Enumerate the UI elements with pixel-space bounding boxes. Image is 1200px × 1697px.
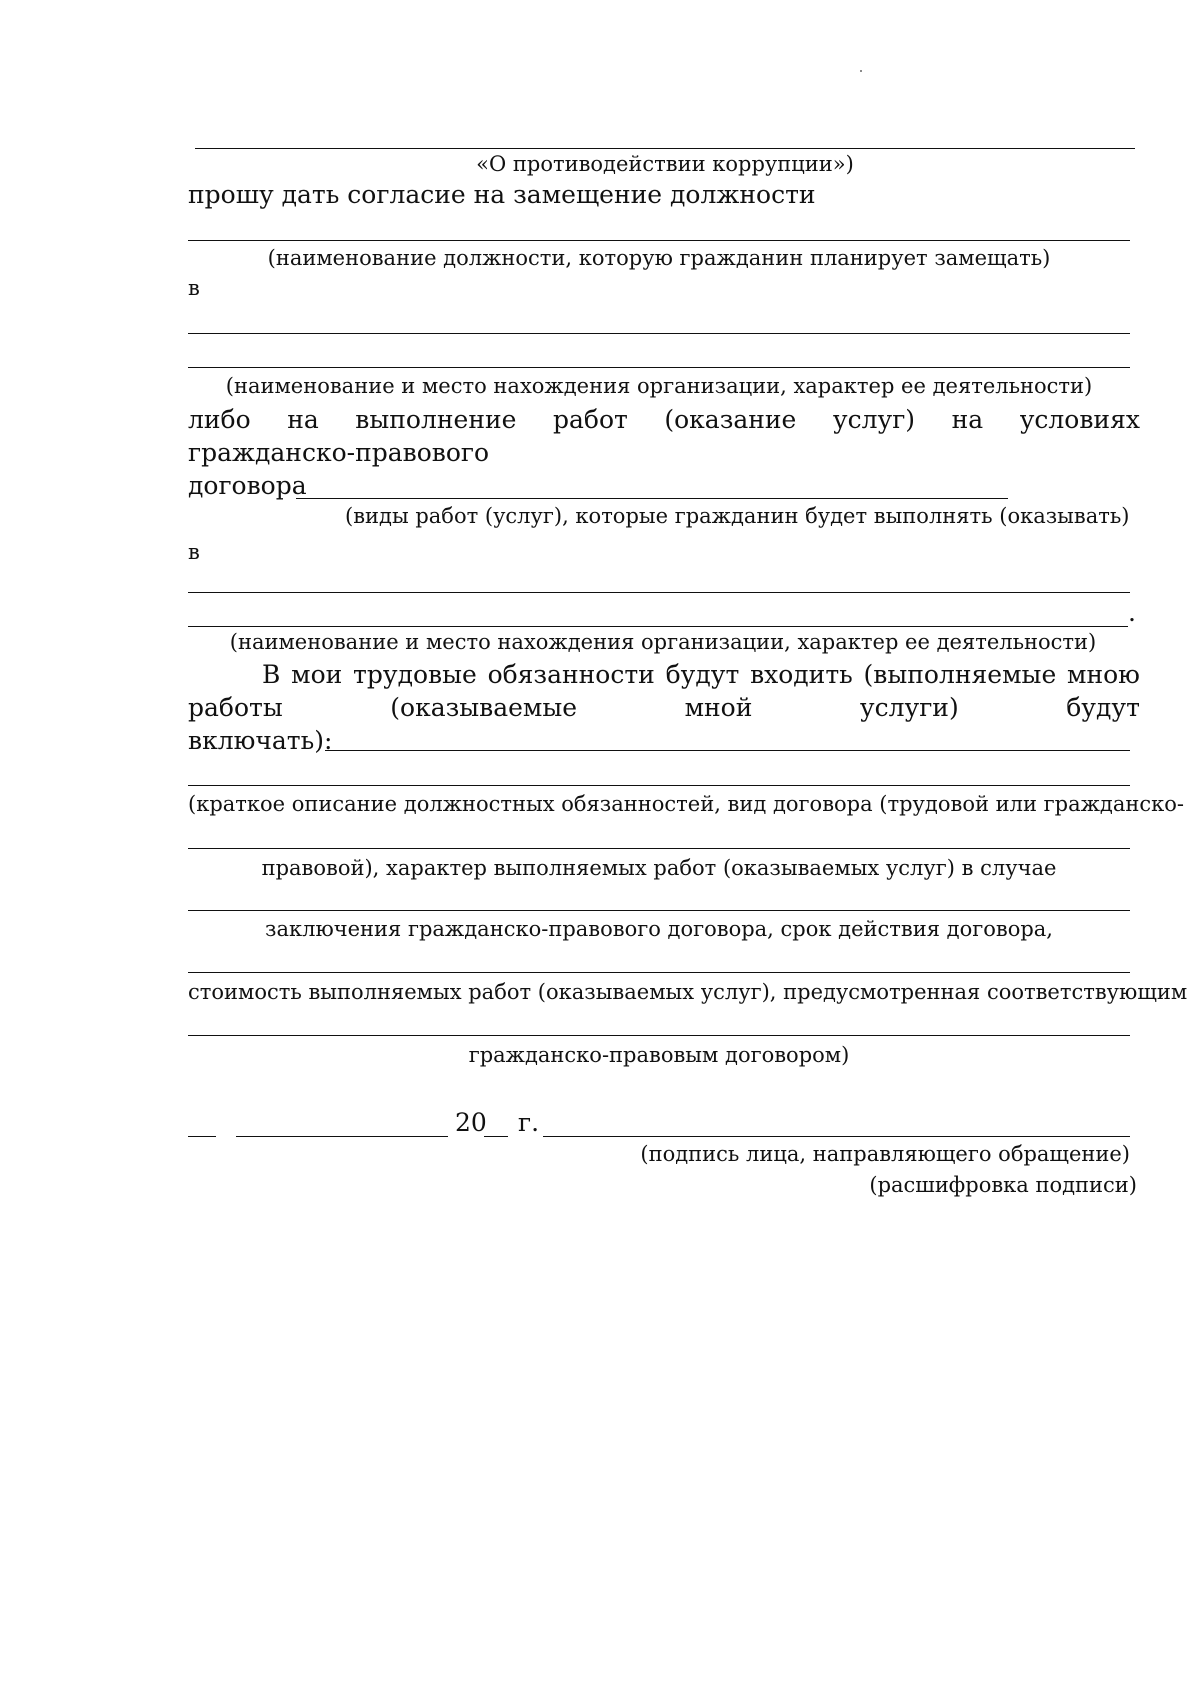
scan-speck: [860, 70, 862, 72]
decode-caption: (расшифровка подписи): [869, 1173, 1137, 1197]
contract-word: выполнение: [355, 405, 517, 434]
signature-caption: (подпись лица, направляющего обращение): [640, 1142, 1130, 1166]
in-label-1: в: [188, 276, 200, 300]
date-month-field[interactable]: [236, 1136, 448, 1137]
law-caption: «О противодействии коррупции»): [476, 152, 854, 176]
duties-word: будут: [1066, 693, 1140, 722]
org-field-line-3[interactable]: [188, 592, 1130, 593]
duties-caption-1: (краткое описание должностных обязанностей, вид договора (трудовой или гражданско-: [188, 792, 1184, 816]
position-caption: (наименование должности, которую гражданин планирует замещать): [267, 246, 1051, 270]
duties-field-line-4[interactable]: [188, 910, 1130, 911]
request-text: прошу дать согласие на замещение должности: [188, 180, 816, 209]
duties-caption-2: правовой), характер выполняемых работ (оказываемых услуг) в случае: [261, 856, 1057, 880]
date-year-prefix: 20: [455, 1108, 487, 1137]
duties-label: включать):: [188, 726, 333, 755]
date-day-field[interactable]: [188, 1136, 216, 1137]
position-field[interactable]: [188, 240, 1130, 241]
duties-caption-5: гражданско-правовым договором): [468, 1043, 850, 1067]
contract-word: либо: [188, 405, 251, 434]
duties-word: будут: [665, 660, 740, 689]
duties-word: входить: [750, 660, 853, 689]
contract-word: условиях: [1019, 405, 1140, 434]
org-caption-2: (наименование и место нахождения организации, характер ее деятельности): [229, 630, 1097, 654]
contract-end-dot: .: [1128, 598, 1136, 627]
contract-word: работ: [552, 405, 628, 434]
contract-line-2: гражданско-правового: [188, 438, 490, 467]
contract-word: (оказание: [664, 405, 797, 434]
duties-word: услуги): [859, 693, 959, 722]
duties-word: работы: [188, 693, 283, 722]
duties-word: обязанности: [487, 660, 655, 689]
org-caption-1: (наименование и место нахождения организации, характер ее деятельности): [225, 374, 1093, 398]
contract-word: на: [287, 405, 319, 434]
duties-field-line-6[interactable]: [188, 1035, 1130, 1036]
works-field[interactable]: [296, 498, 1008, 499]
duties-field-line-1[interactable]: [325, 750, 1130, 751]
date-year-field[interactable]: [484, 1136, 508, 1137]
duties-field-line-3[interactable]: [188, 848, 1130, 849]
date-year-suffix: г.: [518, 1108, 540, 1137]
signature-field[interactable]: [543, 1136, 1130, 1137]
duties-line-1: [262, 660, 1140, 689]
duties-word: мной: [684, 693, 753, 722]
works-caption: (виды работ (услуг), которые гражданин будет выполнять (оказывать): [345, 504, 1130, 528]
contract-label: договора: [188, 471, 307, 500]
duties-word: (выполняемые: [863, 660, 1057, 689]
org-field-line-1[interactable]: [188, 333, 1130, 334]
duties-field-line-5[interactable]: [188, 972, 1130, 973]
contract-word: на: [951, 405, 984, 434]
in-label-2: в: [188, 540, 200, 564]
contract-line-1: [188, 405, 1140, 434]
duties-word: мои: [291, 660, 343, 689]
law-line: [195, 148, 1135, 149]
org-field-line-4[interactable]: [188, 626, 1128, 627]
duties-line-2: [188, 693, 1140, 722]
duties-word: мною: [1067, 660, 1140, 689]
duties-word: (оказываемые: [390, 693, 578, 722]
org-field-line-2[interactable]: [188, 367, 1130, 368]
duties-caption-3: заключения гражданско-правового договора, срок действия договора,: [265, 917, 1053, 941]
duties-caption-4: стоимость выполняемых работ (оказываемых услуг), предусмотренная соответствующим: [188, 980, 1188, 1004]
contract-word: услуг): [832, 405, 916, 434]
duties-field-line-2[interactable]: [188, 785, 1130, 786]
duties-word: В: [262, 660, 281, 689]
duties-word: трудовые: [353, 660, 477, 689]
